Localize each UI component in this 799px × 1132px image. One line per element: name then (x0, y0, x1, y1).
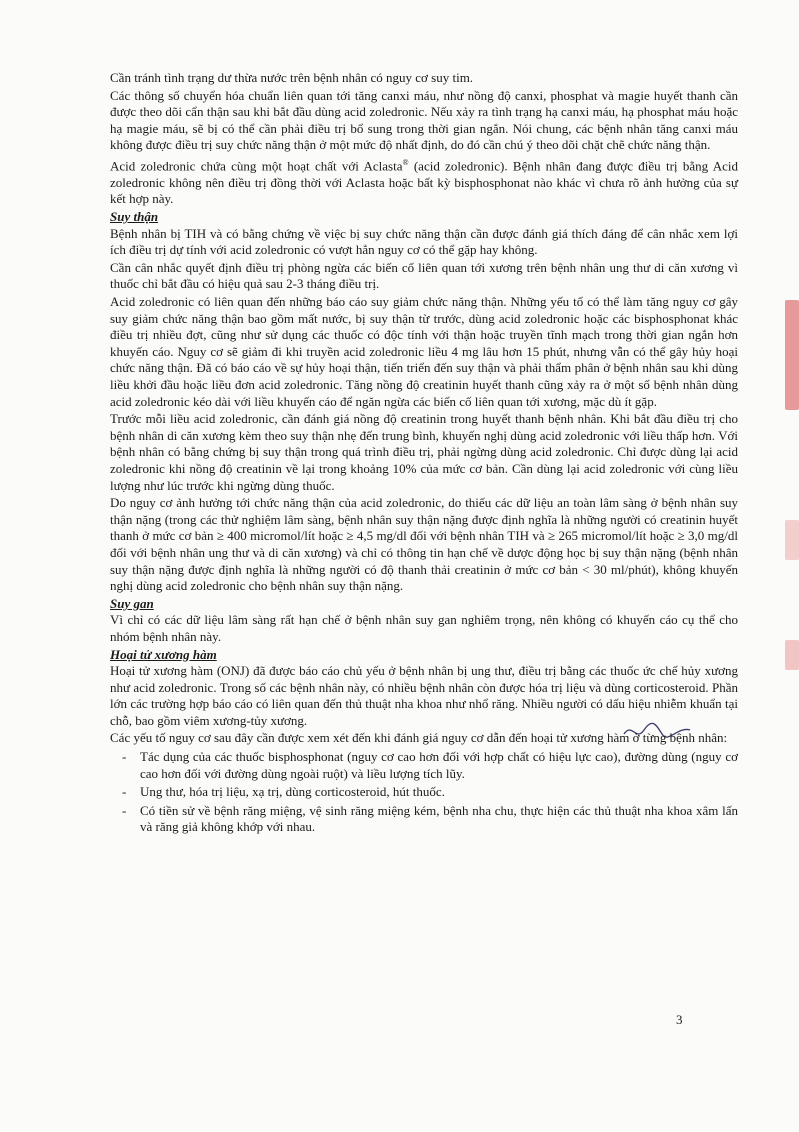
paragraph: Do nguy cơ ảnh hưởng tới chức năng thận của acid zoledronic, do thiếu các dữ liệu an toàn lâm sàng ở bệnh nhân suy thận nặng (trong các thử nghiệm lâm sàng, bệnh nhân suy thận nặng được định nghĩa là những người có creatinin huyết thanh ở mức cơ bản ≥ 400 micromol/lít hoặc ≥ 4,5 mg/dl đối với bệnh nhân TIH và ≥ 265 micromol/lít hoặc ≥ 3,0 mg/dl đối với bệnh nhân ung thư và di căn xương) và chỉ có thông tin hạn chế về dược động học bị suy thận nặng (bệnh nhân suy thận nặng được định nghĩa là những người có độ thanh thải creatinin ở mức cơ bản < 30 ml/phút), không khuyến nghị dùng acid zoledronic cho bệnh nhân suy thận nặng. (110, 495, 738, 594)
section-heading-hoai-tu-xuong-ham: Hoại tử xương hàm (110, 646, 217, 662)
list-item: - Có tiền sử về bệnh răng miệng, vệ sinh răng miệng kém, bệnh nha chu, thực hiện các thủ thuật nha khoa xâm lấn và răng giả không khớp với nhau. (122, 802, 738, 835)
section-heading-suy-gan: Suy gan (110, 595, 154, 611)
list-item: - Ung thư, hóa trị liệu, xạ trị, dùng corticosteroid, hút thuốc. (122, 784, 445, 800)
paragraph: Các yếu tố nguy cơ sau đây cần được xem xét đến khi đánh giá nguy cơ dẫn đến hoại tử xương hàm ở từng bệnh nhân: (110, 730, 728, 746)
red-stamp-mark-top (785, 300, 799, 410)
paragraph: Vì chỉ có các dữ liệu lâm sàng rất hạn chế ở bệnh nhân suy gan nghiêm trọng, nên không có khuyến cáo cụ thể cho nhóm bệnh nhân này. (110, 612, 738, 644)
section-heading-suy-than: Suy thận (110, 209, 159, 225)
paragraph: Bệnh nhân bị TIH và có bằng chứng về việc bị suy chức năng thận cần được đánh giá thích đáng để cân nhắc xem lợi ích điều trị dự tính với acid zoledronic có vượt hẳn nguy cơ có thể gặp hay không. (110, 225, 738, 258)
paragraph: Acid zoledronic có liên quan đến những báo cáo suy giảm chức năng thận. Những yếu tố có thể làm tăng nguy cơ gây suy giảm chức năng thận bao gồm mất nước, bị suy thận từ trước, dùng acid zoledronic hoặc các bisphosphonat khác điều trị nhiều đợt, cũng như sử dụng các thuốc có độc tính với thận hoặc truyền tĩnh mạch trong thời gian ngắn hơn khuyến cáo. Nguy cơ sẽ giảm đi khi truyền acid zoledronic liều 4 mg lâu hơn 15 phút, nhưng vẫn có thể gây hủy hoại chức năng thận. Đã có báo cáo về sự hủy hoại thận, tiến triển đến suy thận và phải thẩm phân ở bệnh nhân sau khi dùng liều khởi đầu hoặc liều đơn acid zoledronic. Tăng nồng độ creatinin huyết thanh cũng xảy ra ở một số bệnh nhân dùng acid zoledronic kéo dài với liều khuyến cáo để ngăn ngừa các biến cố liên quan tới xương, mặc dù ít gặp. (110, 294, 738, 409)
paragraph: Hoại tử xương hàm (ONJ) đã được báo cáo chủ yếu ở bệnh nhân bị ung thư, điều trị bằng các thuốc ức chế hủy xương như acid zoledronic. Trong số các bệnh nhân này, có nhiều bệnh nhân còn được hóa trị liệu và dùng corticosteroid. Phần lớn các trường hợp báo cáo có liên quan đến thủ thuật nha khoa như nhổ răng. Nhiều người có dấu hiệu nhiễm khuẩn tại chỗ, bao gồm viêm xương-tủy xương. (110, 663, 738, 728)
red-stamp-mark-low (785, 640, 799, 670)
paragraph: Trước mỗi liều acid zoledronic, cần đánh giá nồng độ creatinin trong huyết thanh bệnh nhân. Khi bắt đầu điều trị cho bệnh nhân di căn xương kèm theo suy thận nhẹ đến trung bình, khuyến nghị dùng acid zoledronic với liều thấp hơn. Với bệnh nhân có bằng chứng bị suy thận trong quá trình điều trị, phải ngừng dùng acid zoledronic. Chỉ được dùng lại acid zoledronic khi nồng độ creatinin về lại trong khoảng 10% của mức cơ bản. Cần dùng lại acid zoledronic với cùng liều lượng như lúc trước khi ngừng dùng thuốc. (110, 411, 738, 493)
list-item: - Tác dụng của các thuốc bisphosphonat (nguy cơ cao hơn đối với hợp chất có hiệu lực cao), đường dùng (nguy cơ cao hơn đối với đường dùng ngoài ruột) và liều lượng tích lũy. (122, 749, 738, 781)
page-number: 3 (676, 1012, 683, 1027)
red-stamp-mark-mid (785, 520, 799, 560)
risk-factor-list (110, 749, 738, 836)
paragraph: Cần cân nhắc quyết định điều trị phòng ngừa các biến cố liên quan tới xương trên bệnh nhân ung thư di căn xương vì thuốc chỉ bắt đầu có hiệu quả sau 2-3 tháng điều trị. (110, 259, 738, 292)
paragraph: Các thông số chuyển hóa chuẩn liên quan tới tăng canxi máu, như nồng độ canxi, phosphat và magie huyết thanh cần được theo dõi cẩn thận sau khi bắt đầu dùng acid zoledronic. Nếu xảy ra tình trạng hạ canxi máu, hạ phosphat máu hoặc hạ magie máu, sẽ bị có thể cần phải điều trị bổ sung trong thời gian ngắn. Nói chung, các bệnh nhân tăng canxi máu không được điều trị suy chức năng thận ở một mức độ nhất định, do đó cần chú ý theo dõi chặt chẽ chức năng thận. (110, 87, 738, 153)
paragraph-aclasta: Acid zoledronic chứa cùng một hoạt chất với Aclasta® (acid zoledronic). Bệnh nhân đang được điều trị bằng Acid zoledronic không nên điều trị đồng thời với Aclasta hoặc bất kỳ bisphosphonat nào khác vì chưa rõ ảnh hưởng của sự kết hợp này. (110, 157, 738, 207)
paragraph: Cần tránh tình trạng dư thừa nước trên bệnh nhân có nguy cơ suy tim. (110, 70, 474, 85)
document-page (110, 70, 738, 838)
